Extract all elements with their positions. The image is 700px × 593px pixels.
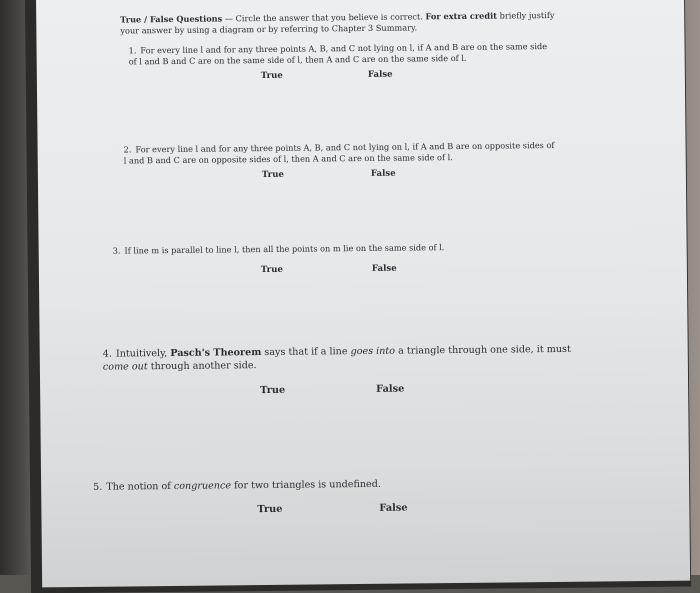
question-1 — [129, 41, 554, 66]
q2-false-option[interactable]: False — [370, 168, 396, 179]
instruction-text-2: briefly justify your answer by using a diagram or by referring to Chapter 3 Summary. — [120, 9, 555, 36]
question-text: For every line l and for any three points A, B, and C not lying on l, if A and B are on opposite sides of l and B and C are on opposite sides of l, then A and C are on the same side of l. — [123, 139, 555, 165]
question-number: 2. — [123, 144, 132, 155]
q4-false-option[interactable]: False — [376, 383, 405, 395]
worksheet-page — [36, 0, 690, 587]
question-text: If line m is parallel to line l, then all the points on m lie on the same side of l. — [124, 242, 445, 256]
q4-true-option[interactable]: True — [260, 384, 286, 397]
question-number: 4. — [102, 348, 112, 360]
q5-false-option[interactable]: False — [379, 502, 408, 514]
question-number: 5. — [93, 481, 103, 493]
q1-true-option[interactable]: True — [260, 70, 283, 82]
q3-false-option[interactable]: False — [371, 263, 397, 274]
question-2 — [124, 140, 556, 166]
instruction-text: Circle the answer that you believe is correct. — [235, 11, 423, 24]
question-number: 1. — [128, 45, 137, 56]
q3-true-option[interactable]: True — [260, 264, 283, 276]
theorem-name: Pasch's Theorem — [170, 347, 262, 360]
q5-true-option[interactable]: True — [257, 503, 283, 516]
question-text: For every line l and for any three points A, B, and C not lying on l, if A and B are on the same side of l and B and C are on the same side of l, then A and C are on the same side of l. — [128, 41, 548, 66]
question-3 — [113, 241, 553, 256]
q1-false-option[interactable]: False — [367, 69, 393, 80]
question-number: 3. — [112, 245, 121, 256]
extra-credit-label: For extra credit — [425, 10, 498, 22]
question-5: 5. The notion of congruence for two triangles is undefined. — [93, 478, 381, 493]
instructions: True / False Questions — Circle the answer that you believe is correct. For extra credit briefly justify your answer by using a diagram or by referring to Chapter 3 Summary. — [120, 9, 555, 36]
section-title: True / False Questions — [120, 13, 223, 25]
question-4: 4. Intuitively, Pasch's Theorem says that if a line goes into a triangle through one side, it must come out through another side. — [102, 343, 571, 373]
q2-true-option[interactable]: True — [261, 169, 284, 181]
